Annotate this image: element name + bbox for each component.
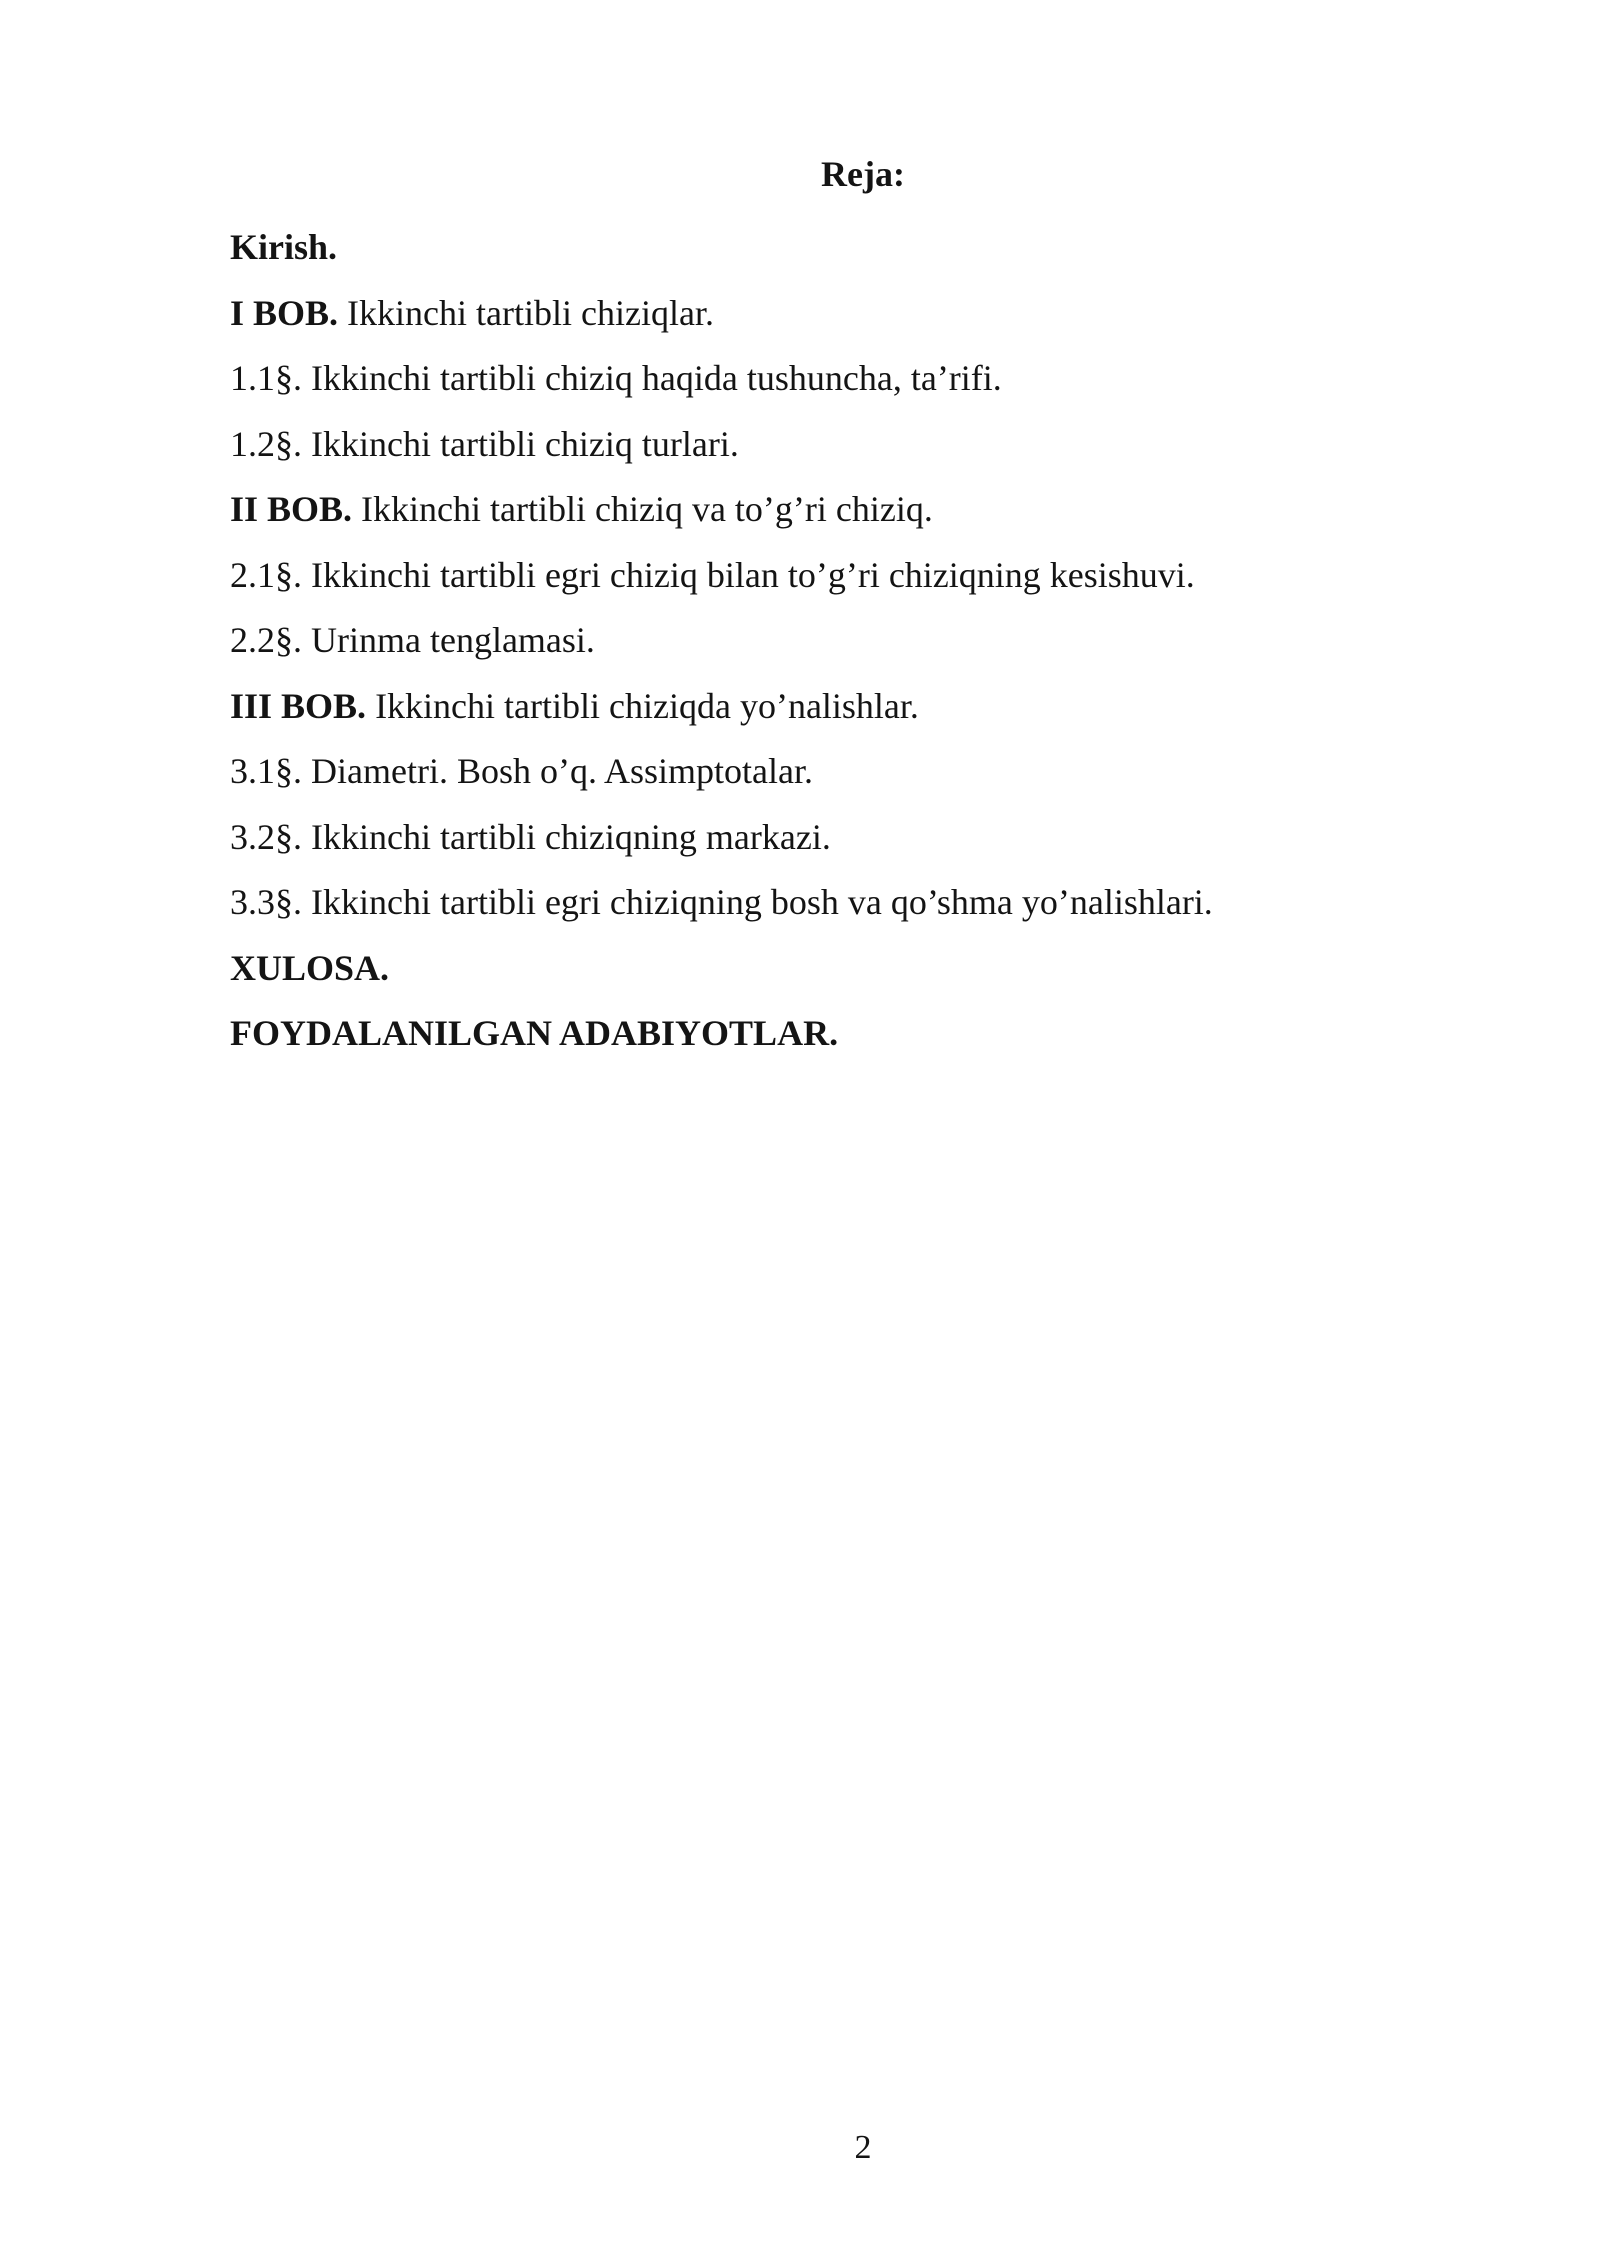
toc-item-bold: III BOB.: [230, 685, 367, 726]
toc-item-bold: II BOB.: [230, 489, 353, 529]
toc-item-text: 1.1§. Ikkinchi tartibli chiziq haqida tushuncha, ta’rifi.: [230, 358, 1002, 398]
toc-item-chapter-1: [230, 281, 1430, 347]
toc-item-section-3-2: [230, 805, 1430, 871]
toc-item-references: [230, 1001, 1430, 1067]
toc-item-section-2-2: [230, 608, 1430, 674]
toc-item-chapter-3: [230, 674, 1430, 740]
toc-item-text: 3.1§. Diametri. Bosh o’q. Assimptotalar.: [230, 751, 813, 791]
toc-item-text: 3.2§. Ikkinchi tartibli chiziqning markazi.: [230, 816, 831, 857]
toc-item-text: 3.3§. Ikkinchi tartibli egri chiziqning bosh va qo’shma yo’nalishlari.: [230, 882, 1213, 922]
toc-item-section-3-3: [230, 870, 1430, 936]
toc-item-bold: XULOSA.: [230, 947, 390, 988]
toc-item-section-2-1: [230, 543, 1430, 609]
toc-item-bold: Kirish.: [230, 227, 338, 267]
page-number: 2: [854, 2129, 872, 2166]
toc-item-text: Ikkinchi tartibli chiziqlar.: [338, 292, 714, 333]
toc-item-section-1-2: [230, 412, 1430, 478]
toc-item-section-1-1: [230, 346, 1430, 412]
toc-item-text: Ikkinchi tartibli chiziq va to’g’ri chiziq.: [352, 489, 933, 529]
toc-item-text: 2.2§. Urinma tenglamasi.: [230, 620, 595, 660]
page-title: Reja:: [821, 154, 905, 194]
toc-item-chapter-2: [230, 477, 1430, 543]
toc-item-text: 2.1§. Ikkinchi tartibli egri chiziq bilan to’g’ri chiziqning kesishuvi.: [230, 554, 1195, 595]
toc-item-xulosa: [230, 936, 1430, 1002]
toc-item-text: Ikkinchi tartibli chiziqda yo’nalishlar.: [366, 685, 919, 726]
toc-item-bold: I BOB.: [230, 292, 339, 333]
toc-item-bold: FOYDALANILGAN ADABIYOTLAR.: [230, 1013, 839, 1053]
table-of-contents: [230, 215, 1430, 1067]
toc-item-kirish: [230, 215, 1430, 281]
toc-item-section-3-1: [230, 739, 1430, 805]
toc-item-text: 1.2§. Ikkinchi tartibli chiziq turlari.: [230, 423, 739, 464]
